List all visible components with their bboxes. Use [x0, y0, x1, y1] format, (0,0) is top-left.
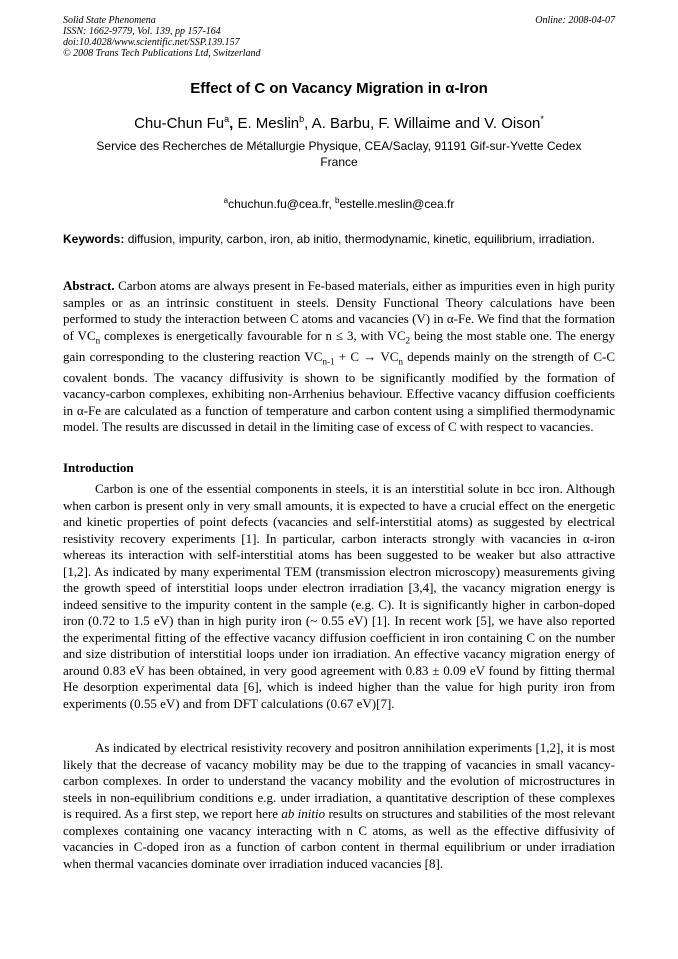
abstract-text: being the most stable one. The energy gain corresponding to the clustering reaction VC — [63, 327, 615, 364]
keywords-label: Keywords: — [63, 232, 125, 246]
author-superscript: b — [299, 114, 305, 124]
abstract-text: + C → VC — [334, 348, 399, 364]
journal-name: Solid State Phenomena — [63, 15, 156, 26]
subscript: 2 — [405, 335, 411, 346]
affiliation: Service des Recherches de Métallurgie Physique, CEA/Saclay, 91191 Gif-sur-Yvette Cedex France — [96, 139, 582, 169]
paragraph-text: results on structures and stabilities of the most relevant complexes containing one vacancy interacting with n C atoms, as well as the effective diffusivity of vacancies in C-doped iron as a function of carbon content in thermal equilibrium or under irradiation when thermal vacancies dominate over irradiation induced vacancies [8]. — [63, 806, 616, 871]
author-name: A. Barbu, F. Willaime and V. Oison — [308, 115, 541, 132]
email-line — [63, 196, 615, 211]
subscript: n-1 — [322, 356, 335, 367]
abstract-text: depends mainly on the strength of C-C covalent bonds. The vacancy diffusivity is shown to be significantly modified by the formation of vacancy-carbon complexes, exhibiting non-Arrhenius behaviour. Effective vacancy diffusion coefficients in α-Fe are calculated as a function of temperature and carbon content using a simplified thermodynamic model. The results are discussed in detail in the limiting case of excess of C with respect to vacancies. — [63, 348, 616, 435]
journal-doi: doi:10.4028/www.scientific.net/SSP.139.157 — [63, 37, 240, 48]
paper-title: Effect of C on Vacancy Migration in α-Iron — [190, 80, 488, 97]
journal-copyright: © 2008 Trans Tech Publications Ltd, Switzerland — [63, 48, 261, 59]
paragraph — [63, 740, 615, 872]
author-separator: , — [304, 115, 309, 132]
subscript: n — [95, 335, 101, 346]
email-superscript: b — [335, 196, 340, 205]
abstract-text: complexes is energetically favourable for n ≤ 3, with VC — [100, 327, 406, 343]
keywords — [63, 231, 615, 247]
subscript: n — [398, 356, 403, 367]
abstract — [63, 278, 615, 436]
author-separator: , — [229, 115, 234, 132]
journal-issn: ISSN: 1662-9779, Vol. 139, pp 157-164 — [63, 26, 221, 37]
email-address: chuchun.fu@cea.fr, — [228, 197, 336, 211]
section-heading: Introduction — [63, 460, 134, 475]
author-superscript: * — [540, 114, 544, 124]
abstract-label: Abstract. — [63, 278, 115, 293]
email-superscript: a — [223, 196, 229, 205]
abstract-text: Carbon atoms are always present in Fe-based materials, either as impurities even in high purity samples or as an intrinsic constituent in steels. Density Functional Theory calculations have been performed to study the interaction between C atoms and vacancies (V) in α-Fe. We find that the formation of VC — [63, 278, 615, 343]
paragraph-text: As indicated by electrical resistivity recovery and positron annihilation experiments [1,2], it is most likely that the decrease of vacancy mobility may be due to the trapping of vacancies in small vacancy-carbon complexes. In order to understand the vacancy mobility and the evolution of microstructures in steels in non-equilibrium conditions e.g. under irradiation, a quantitative description of these complexes is required. As a first step, we report here — [63, 740, 615, 821]
author-superscript: a — [224, 114, 230, 124]
italic-term: ab initio — [281, 806, 326, 821]
author-name: Chu-Chun Fu — [134, 115, 225, 132]
paragraph: Carbon is one of the essential components in steels, it is an interstitial solute in bcc iron. Although when carbon is present only in very small amounts, it is expected to have a crucial effect on the energetic and kinetic properties of point defects (vacancies and self-interstitial atoms) as suggested by electrical resistivity recovery experiments [1]. In particular, carbon interacts strongly with vacancies in α-iron whereas its interaction with self-interstitial atoms has been suggested to be weaker but also attractive [1,2]. As indicated by many experimental TEM (transmission electron microscopy) measurements giving the growth speed of interstitial loops under electron irradiation [3,4], the vacancy migration energy is indeed sensitive to the impurity content in the sample (e.g. C). It is significantly higher in carbon-doped iron (0.72 to 1.5 eV) than in high purity iron (~ 0.55 eV) [1]. In recent work [5], we have also reported the experimental fitting of the effective vacancy diffusion coefficient in iron containing C on the number and size distribution of interstitial loops under ion irradiation. An effective vacancy migration energy of around 0.83 eV has been obtained, in very good agreement with 0.83 ± 0.09 eV found by fitting thermal He desorption experimental data [6], which is indeed higher than the value for high purity iron from experiments (0.55 eV) and from DFT calculations (0.67 eV)[7]. — [63, 481, 615, 711]
journal-header — [63, 15, 615, 59]
author-list — [63, 114, 615, 132]
online-date: Online: 2008-04-07 — [535, 15, 615, 26]
author-name: E. Meslin — [233, 115, 300, 132]
keywords-text: diffusion, impurity, carbon, iron, ab initio, thermodynamic, kinetic, equilibrium, irradiation. — [124, 232, 595, 246]
email-address: estelle.meslin@cea.fr — [339, 197, 455, 211]
